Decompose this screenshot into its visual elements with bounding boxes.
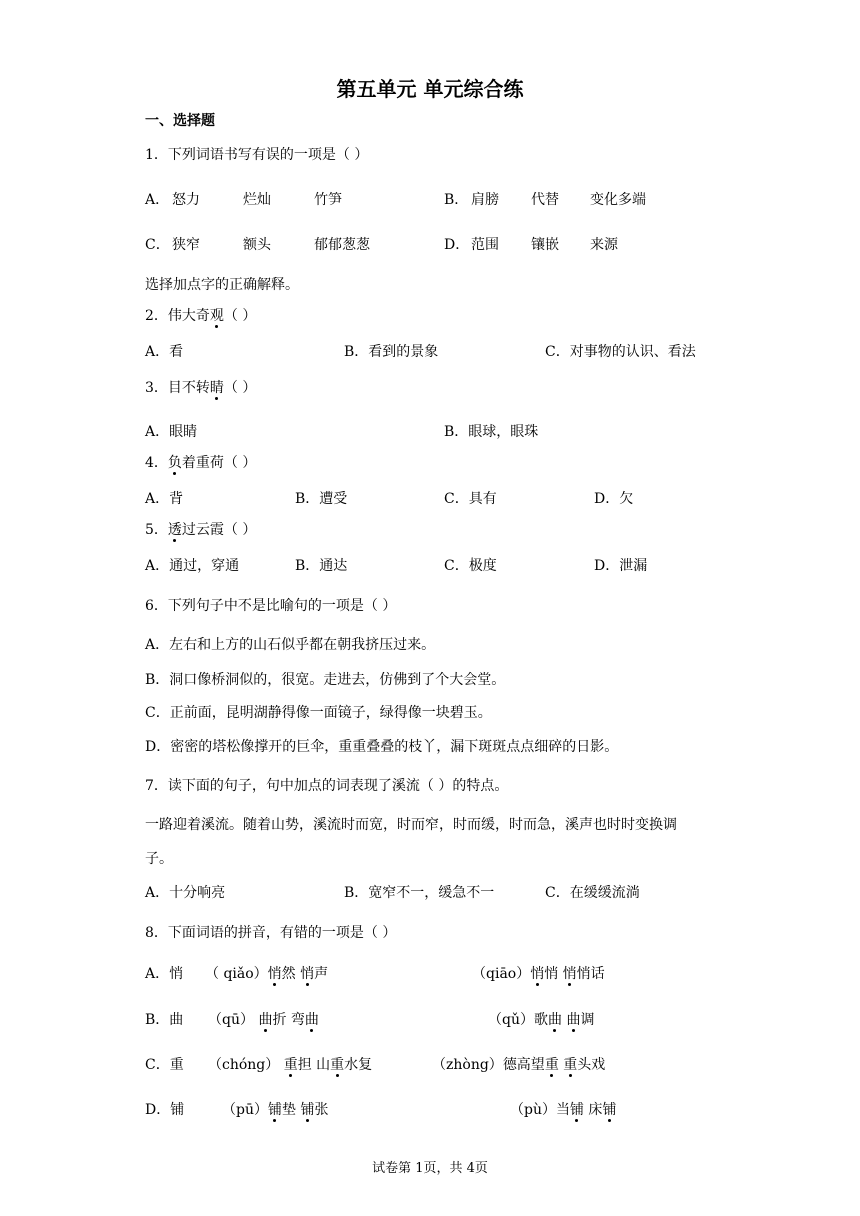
option-b: B．看到的景象 (344, 344, 439, 360)
option-c: C．在缓缓流淌 (545, 885, 640, 901)
question-7-stem: 7．读下面的句子，句中加点的词表现了溪流（ ）的特点。 (145, 778, 509, 794)
text: 悄 (544, 966, 563, 982)
question-4-stem (145, 456, 256, 470)
option-c-pinyin-2 (432, 1058, 605, 1072)
pinyin: （qū） (208, 1012, 254, 1028)
option-d: D．泄漏 (594, 558, 648, 574)
stem-post: （ ） (223, 308, 257, 324)
section-heading: 一、选择题 (145, 113, 215, 129)
question-8-stem: 8．下面词语的拼音，有错的一项是（ ） (145, 925, 397, 941)
pinyin: （qǔ） (488, 1012, 534, 1028)
option-c-label: C． (145, 237, 170, 253)
option-b-label: B．曲 (145, 1012, 184, 1028)
question-3-stem (145, 381, 256, 395)
option-c-word-2: 额头 (243, 237, 271, 253)
option-b-word-3: 变化多端 (590, 192, 646, 208)
option-a: A．通过，穿通 (145, 558, 240, 574)
option-a-word-3: 竹笋 (314, 192, 342, 208)
option-c-pinyin-1 (208, 1058, 372, 1072)
pinyin: （pū） (222, 1102, 268, 1118)
dotted-char: 透 (167, 522, 182, 538)
dotted-char: 重 (563, 1057, 578, 1073)
text: 水复 (344, 1057, 373, 1073)
stem-pre: 4． (145, 455, 168, 471)
text: 调 (580, 1012, 595, 1028)
text: 折 弯 (272, 1012, 305, 1028)
text: 歌 (533, 1012, 548, 1028)
option-b: B．眼球，眼珠 (444, 424, 539, 440)
pinyin: （zhòng） (432, 1057, 503, 1073)
dotted-char: 重 (283, 1057, 298, 1073)
stem-post: （ ） (223, 380, 257, 396)
option-b: B．通达 (295, 558, 348, 574)
option-d-word-3: 来源 (590, 237, 618, 253)
option-b-word-2: 代替 (531, 192, 559, 208)
option-d-pinyin-2 (510, 1103, 616, 1117)
option-c-label: C．重 (145, 1057, 184, 1073)
stem-pre: 2．伟大奇 (145, 308, 210, 324)
stem-pre: 5． (145, 522, 168, 538)
dotted-char: 重 (330, 1057, 345, 1073)
stem-post: 着重荷（ ） (181, 455, 257, 471)
dotted-char: 曲 (304, 1012, 319, 1028)
option-b: B．洞口像桥洞似的，很宽。走进去，仿佛到了个大会堂。 (145, 672, 506, 688)
text: 德高望 (502, 1057, 545, 1073)
option-a: A．背 (145, 491, 184, 507)
text: 头戏 (577, 1057, 606, 1073)
text: 当 (555, 1102, 570, 1118)
instruction-text: 选择加点字的正确解释。 (145, 277, 299, 293)
question-2-stem (145, 309, 256, 323)
pinyin: （ qiǎo） (205, 966, 268, 982)
passage-line-1: 一路迎着溪流。随着山势，溪流时而宽，时而窄，时而缓，时而急，溪声也时时变换调 (145, 817, 677, 833)
option-a-pinyin-2 (472, 967, 605, 981)
dotted-char: 铺 (267, 1102, 282, 1118)
option-a-label: A．悄 (145, 966, 184, 982)
dotted-char: 铺 (602, 1102, 617, 1118)
text: 悄话 (576, 966, 605, 982)
option-b-label: B． (444, 192, 469, 208)
option-c-word-1: 狭窄 (172, 237, 200, 253)
text: 然 (281, 966, 301, 982)
option-b-pinyin-2 (488, 1013, 594, 1027)
option-a: A．看 (145, 344, 184, 360)
dotted-char: 睛 (209, 380, 224, 396)
option-d: D．欠 (594, 491, 634, 507)
option-c: C．对事物的认识、看法 (545, 344, 696, 360)
option-d-word-2: 镶嵌 (531, 237, 559, 253)
dotted-char: 铺 (569, 1102, 584, 1118)
option-b-pinyin-1 (208, 1013, 319, 1027)
option-b-word-1: 肩膀 (471, 192, 499, 208)
option-c: C．正前面，昆明湖静得像一面镜子，绿得像一块碧玉。 (145, 705, 492, 721)
option-a-label: A． (145, 192, 170, 208)
option-b: B．宽窄不一，缓急不一 (344, 885, 495, 901)
option-d: D．密密的塔松像撑开的巨伞，重重叠叠的枝丫，漏下斑斑点点细碎的日影。 (145, 739, 619, 755)
dotted-char: 观 (209, 308, 224, 324)
option-c: C．极度 (444, 558, 497, 574)
text: 担 山 (297, 1057, 331, 1073)
option-b: B．遭受 (295, 491, 348, 507)
pinyin: （pù） (510, 1102, 556, 1118)
dotted-char: 悄 (562, 966, 577, 982)
page-footer: 试卷第 1页，共 4页 (372, 1161, 488, 1176)
option-a: A．十分响亮 (145, 885, 226, 901)
question-6-stem: 6．下列句子中不是比喻句的一项是（ ） (145, 598, 397, 614)
dotted-char: 曲 (566, 1012, 581, 1028)
dotted-char: 重 (544, 1057, 559, 1073)
dotted-char: 负 (167, 455, 182, 471)
stem-pre: 3．目不转 (145, 380, 210, 396)
text: 张 (314, 1102, 329, 1118)
dotted-char: 悄 (267, 966, 282, 982)
option-a-pinyin-1 (205, 967, 328, 981)
option-c: C．具有 (444, 491, 497, 507)
option-d-label: D．铺 (145, 1102, 185, 1118)
passage-line-2: 子。 (145, 851, 173, 867)
dotted-char: 悄 (300, 966, 315, 982)
option-a: A．左右和上方的山石似乎都在朝我挤压过来。 (145, 637, 436, 653)
option-d-word-1: 范围 (471, 237, 499, 253)
text: 声 (314, 966, 329, 982)
pinyin: （chóng） (208, 1057, 280, 1073)
option-d-pinyin-1 (222, 1103, 328, 1117)
pinyin: （qiāo） (472, 966, 531, 982)
option-c-word-3: 郁郁葱葱 (314, 237, 370, 253)
question-5-stem (145, 523, 256, 537)
option-d-label: D． (444, 237, 470, 253)
text: 床 (583, 1102, 603, 1118)
dotted-char: 曲 (547, 1012, 562, 1028)
text: 垫 (281, 1102, 301, 1118)
page-title: 第五单元 单元综合练 (336, 77, 524, 101)
option-a: A．眼睛 (145, 424, 198, 440)
dotted-char: 铺 (300, 1102, 315, 1118)
dotted-char: 曲 (258, 1012, 273, 1028)
stem-post: 过云霞（ ） (181, 522, 257, 538)
option-a-word-1: 怒力 (172, 192, 200, 208)
option-a-word-2: 烂灿 (243, 192, 271, 208)
dotted-char: 悄 (530, 966, 545, 982)
question-1-stem: 1．下列词语书写有误的一项是（ ） (145, 147, 369, 163)
